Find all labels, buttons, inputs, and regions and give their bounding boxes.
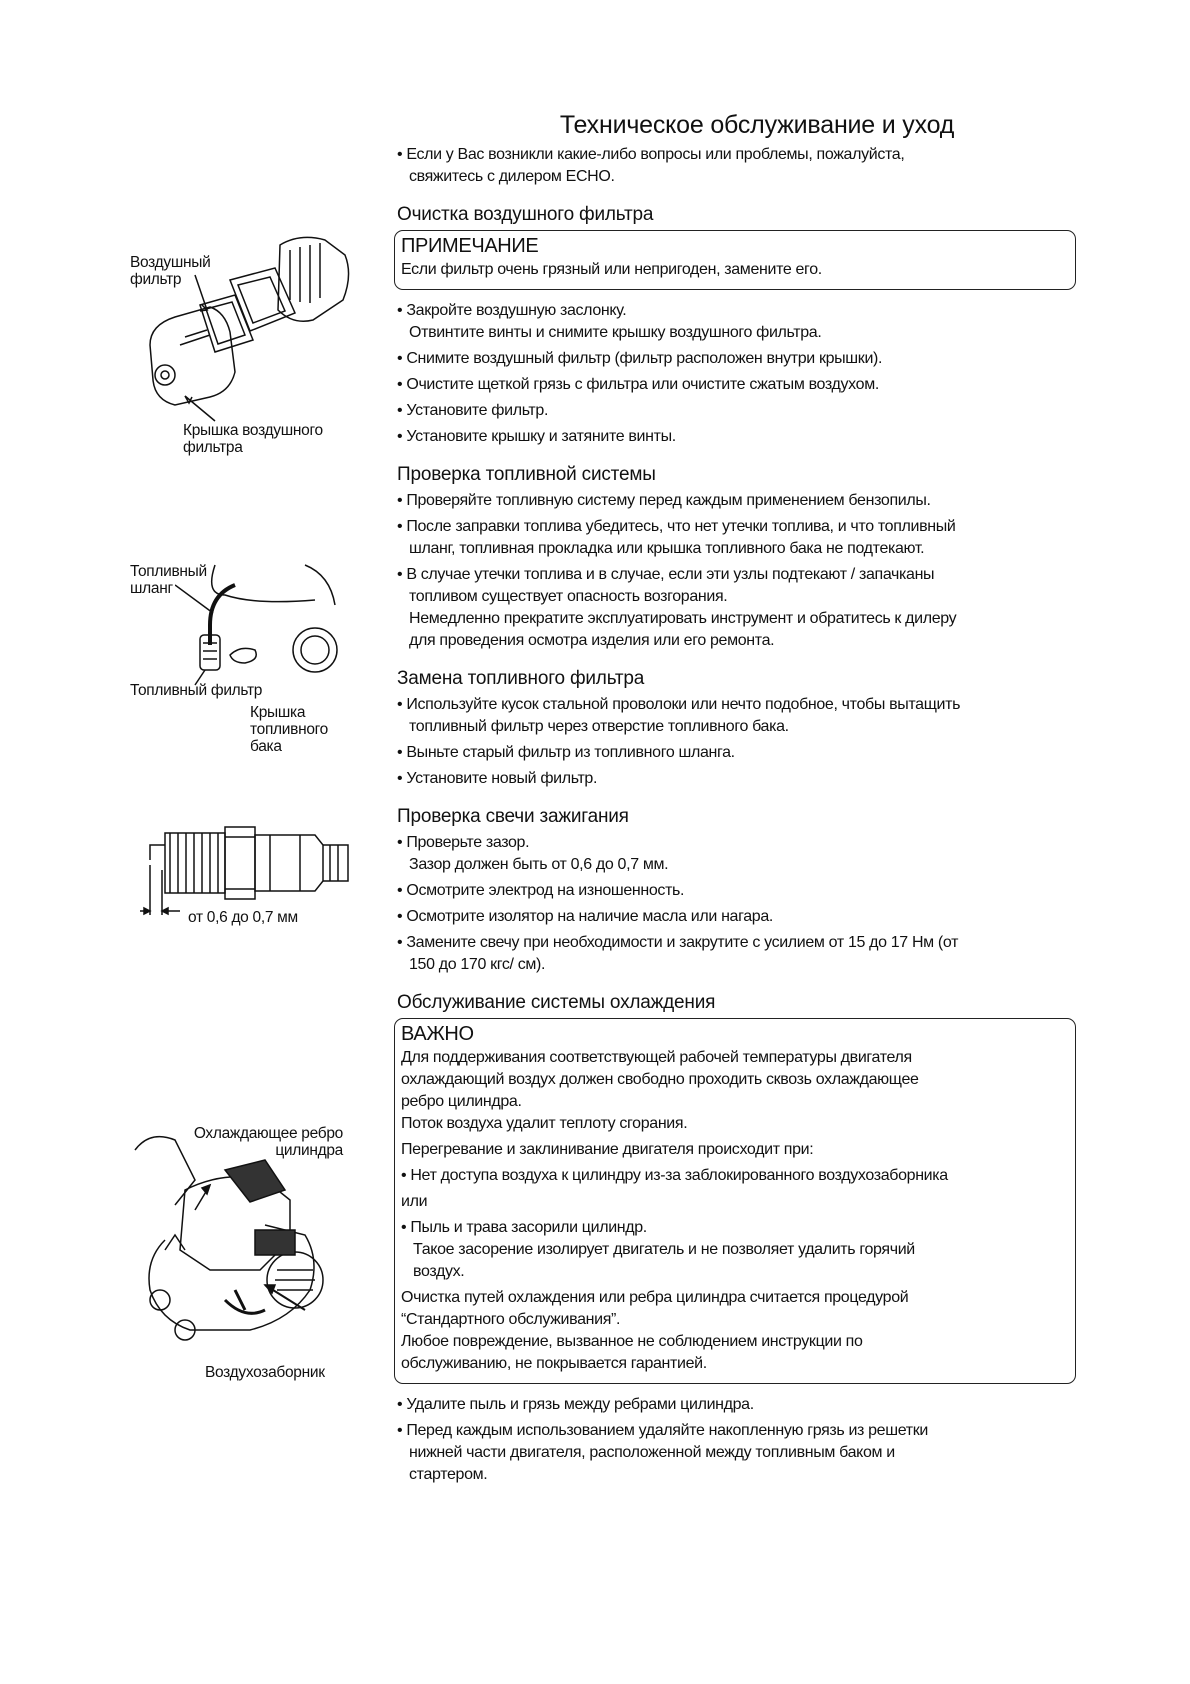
paragraph bbox=[397, 1420, 1077, 1486]
paragraph bbox=[397, 832, 1077, 876]
important-box bbox=[394, 1018, 1076, 1384]
paragraph bbox=[397, 880, 1077, 902]
label-line: топливного bbox=[250, 721, 328, 738]
air-filter-cover-label bbox=[183, 422, 323, 456]
section bbox=[397, 202, 1077, 448]
label-line: цилиндра bbox=[275, 1142, 343, 1159]
section-heading: Очистка воздушного фильтра bbox=[397, 204, 654, 225]
intro-paragraph bbox=[397, 144, 1077, 188]
text-line: Если фильтр очень грязный или непригоден, замените его. bbox=[401, 261, 822, 278]
bullet-item: • Перед каждым использованием удаляйте накопленную грязь из решетки bbox=[397, 1422, 928, 1439]
note-box bbox=[394, 230, 1076, 290]
paragraph bbox=[401, 1165, 1069, 1187]
text-line: или bbox=[401, 1193, 428, 1210]
text-line: Для поддерживания соответствующей рабочей температуры двигателя bbox=[401, 1049, 912, 1066]
paragraph bbox=[397, 144, 1077, 188]
air-intake-label: Воздухозаборник bbox=[205, 1364, 325, 1381]
text-line: “Стандартного обслуживания”. bbox=[401, 1311, 621, 1328]
bullet-item: • Если у Вас возникли какие-либо вопросы или проблемы, пожалуйста, bbox=[397, 146, 905, 163]
section-heading: Замена топливного фильтра bbox=[397, 668, 645, 689]
section-heading: Проверка топливной системы bbox=[397, 464, 656, 485]
bullet-item: • Используйте кусок стальной проволоки или нечто подобное, чтобы вытащить bbox=[397, 696, 961, 713]
paragraph bbox=[401, 1191, 1069, 1213]
bullet-item: • В случае утечки топлива и в случае, если эти узлы подтекают / запачканы bbox=[397, 566, 935, 583]
bullet-item: • Проверяйте топливную систему перед каждым применением бензопилы. bbox=[397, 492, 931, 509]
label-line: фильтр bbox=[130, 271, 182, 288]
label-line: Воздушный bbox=[130, 254, 211, 271]
paragraph bbox=[397, 694, 1077, 738]
bullet-item: • Установите фильтр. bbox=[397, 402, 549, 419]
section-heading: Проверка свечи зажигания bbox=[397, 806, 629, 827]
sections bbox=[397, 202, 1077, 1486]
paragraph bbox=[397, 516, 1077, 560]
bullet-item: • Нет доступа воздуха к цилиндру из-за заблокированного воздухозаборника bbox=[401, 1167, 948, 1184]
bullet-item: • Проверьте зазор. bbox=[397, 834, 530, 851]
text-line: 150 до 170 кгс/ см). bbox=[409, 956, 546, 973]
engine-cooling-illustration bbox=[125, 1130, 365, 1360]
bullet-item: • После заправки топлива убедитесь, что нет утечки топлива, и что топливный bbox=[397, 518, 956, 535]
fuel-system-illustration bbox=[175, 555, 375, 695]
paragraph bbox=[397, 768, 1077, 790]
paragraph bbox=[397, 564, 1077, 652]
text-line: воздух. bbox=[413, 1263, 465, 1280]
text-line: топливом существует опасность возгорания. bbox=[409, 588, 728, 605]
text-line: для проведения осмотра изделия или его ремонта. bbox=[409, 632, 775, 649]
label-line: шланг bbox=[130, 580, 173, 597]
paragraph bbox=[397, 742, 1077, 764]
main-text-column bbox=[397, 110, 1077, 1490]
text-line: охлаждающий воздух должен свободно проходить сквозь охлаждающее bbox=[401, 1071, 919, 1088]
paragraph bbox=[401, 259, 1069, 281]
fuel-cap-label bbox=[250, 704, 328, 755]
label-line: бака bbox=[250, 738, 282, 755]
paragraph bbox=[397, 1394, 1077, 1416]
text-line: Немедленно прекратите эксплуатировать инструмент и обратитесь к дилеру bbox=[409, 610, 957, 627]
fuel-filter-label: Топливный фильтр bbox=[130, 682, 263, 699]
text-line: Перегревание и заклинивание двигателя происходит при: bbox=[401, 1141, 814, 1158]
text-line: обслуживанию, не покрывается гарантией. bbox=[401, 1355, 707, 1372]
bullet-item: • Осмотрите изолятор на наличие масла или нагара. bbox=[397, 908, 773, 925]
label-line: Крышка bbox=[250, 704, 306, 721]
gap-label: от 0,6 до 0,7 мм bbox=[188, 909, 298, 926]
text-line: стартером. bbox=[409, 1466, 488, 1483]
label-line: Топливный bbox=[130, 563, 207, 580]
text-line: Любое повреждение, вызванное не соблюдением инструкции по bbox=[401, 1333, 863, 1350]
paragraph bbox=[397, 426, 1077, 448]
paragraph bbox=[401, 1139, 1069, 1161]
bullet-item: • Снимите воздушный фильтр (фильтр расположен внутри крышки). bbox=[397, 350, 883, 367]
section bbox=[397, 462, 1077, 652]
bullet-item: • Выньте старый фильтр из топливного шланга. bbox=[397, 744, 735, 761]
paragraph bbox=[401, 1217, 1069, 1283]
text-line: нижней части двигателя, расположенной между топливным баком и bbox=[409, 1444, 895, 1461]
paragraph bbox=[397, 906, 1077, 928]
bullet-item: • Очистите щеткой грязь с фильтра или очистите сжатым воздухом. bbox=[397, 376, 879, 393]
paragraph bbox=[397, 300, 1077, 344]
text-line: Такое засорение изолирует двигатель и не позволяет удалить горячий bbox=[413, 1241, 915, 1258]
air-filter-illustration bbox=[130, 225, 370, 425]
paragraph bbox=[397, 374, 1077, 396]
label-line: Охлаждающее ребро bbox=[193, 1125, 343, 1142]
label-line: Крышка воздушного bbox=[183, 422, 323, 439]
text-line: свяжитесь с дилером ECHO. bbox=[409, 168, 615, 185]
section bbox=[397, 804, 1077, 976]
bullet-item: • Замените свечу при необходимости и закрутите с усилием от 15 до 17 Нм (от bbox=[397, 934, 959, 951]
box-title: ВАЖНО bbox=[401, 1023, 474, 1045]
text-line: Очистка путей охлаждения или ребра цилиндра считается процедурой bbox=[401, 1289, 909, 1306]
paragraph bbox=[397, 348, 1077, 370]
page-title: Техническое обслуживание и уход bbox=[559, 111, 955, 139]
text-line: Поток воздуха удалит теплоту сгорания. bbox=[401, 1115, 688, 1132]
text-line: шланг, топливная прокладка или крышка топливного бака не подтекают. bbox=[409, 540, 925, 557]
paragraph bbox=[397, 932, 1077, 976]
paragraph bbox=[401, 1287, 1069, 1375]
bullet-item: • Удалите пыль и грязь между ребрами цилиндра. bbox=[397, 1396, 754, 1413]
bullet-item: • Установите крышку и затяните винты. bbox=[397, 428, 676, 445]
bullet-item: • Установите новый фильтр. bbox=[397, 770, 598, 787]
section bbox=[397, 990, 1077, 1486]
bullet-item: • Закройте воздушную заслонку. bbox=[397, 302, 627, 319]
text-line: ребро цилиндра. bbox=[401, 1093, 522, 1110]
bullet-item: • Пыль и трава засорили цилиндр. bbox=[401, 1219, 647, 1236]
box-title: ПРИМЕЧАНИЕ bbox=[401, 235, 539, 257]
label-line: фильтра bbox=[183, 439, 243, 456]
section bbox=[397, 666, 1077, 790]
bullet-item: • Осмотрите электрод на изношенность. bbox=[397, 882, 685, 899]
text-line: Отвинтите винты и снимите крышку воздушного фильтра. bbox=[409, 324, 822, 341]
paragraph bbox=[397, 400, 1077, 422]
text-line: топливный фильтр через отверстие топливного бака. bbox=[409, 718, 789, 735]
paragraph bbox=[401, 1047, 1069, 1135]
text-line: Зазор должен быть от 0,6 до 0,7 мм. bbox=[409, 856, 669, 873]
paragraph bbox=[397, 490, 1077, 512]
section-heading: Обслуживание системы охлаждения bbox=[397, 992, 716, 1013]
